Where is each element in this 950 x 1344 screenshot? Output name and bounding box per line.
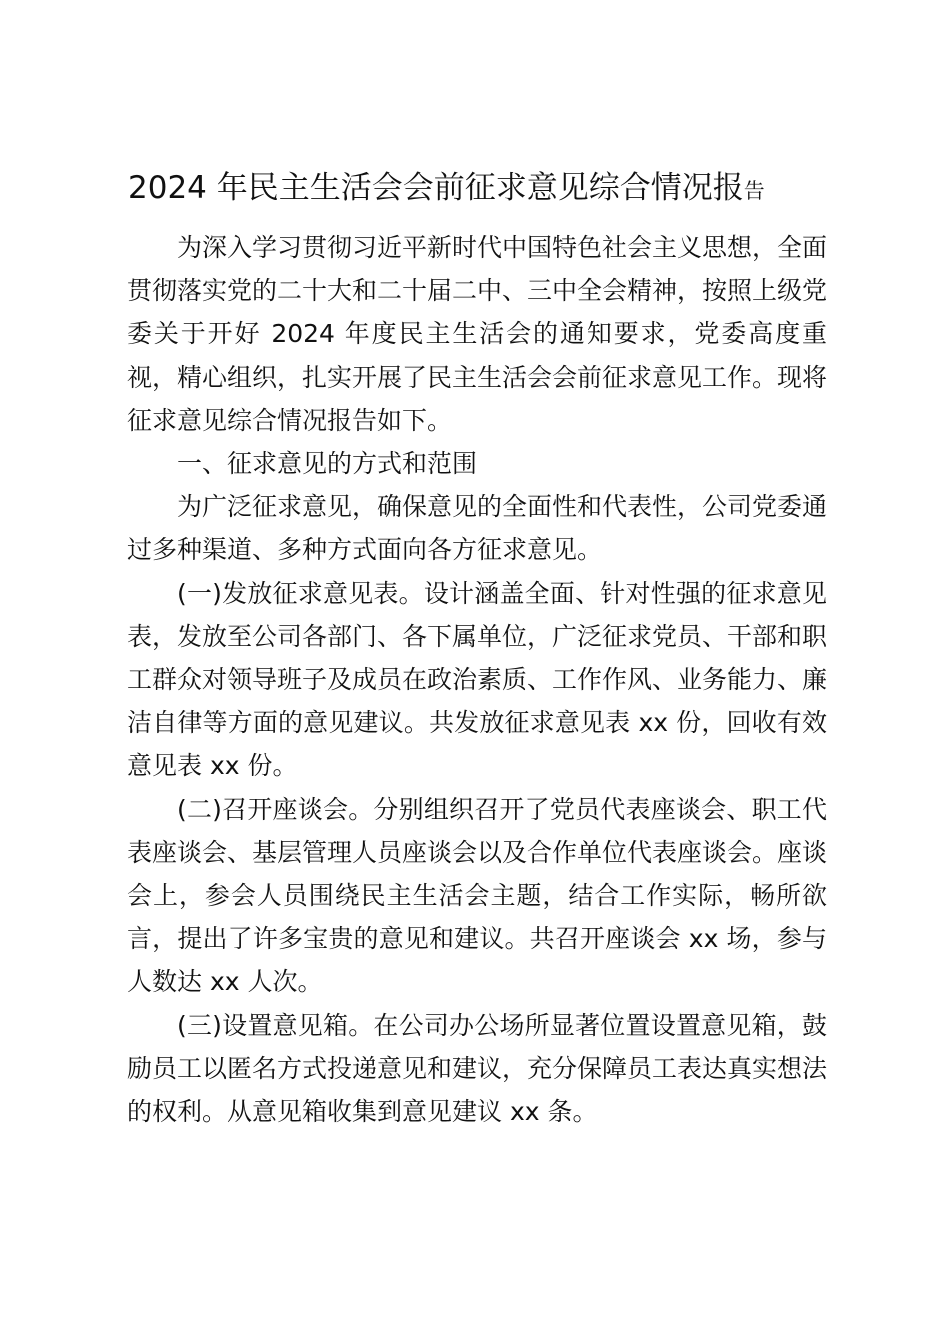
document-body [127, 226, 827, 1133]
document-title-main: 2024 年民主生活会会前征求意见综合情况报 [128, 170, 744, 206]
document-title [128, 168, 848, 211]
document-title-tail: 告 [743, 179, 765, 203]
section-intro-paragraph: 为广泛征求意见，确保意见的全面性和代表性，公司党委通过多种渠道、多种方式面向各方征求意见。 [127, 492, 828, 565]
item-1-paragraph: (一)发放征求意见表。设计涵盖全面、针对性强的征求意见表，发放至公司各部门、各下属单位，广泛征求党员、干部和职工群众对领导班子及成员在政治素质、工作作风、业务能力、廉洁自律等方面的意见建议。共发放征求意见表 xx 份，回收有效意见表 xx 份。 [127, 578, 828, 781]
section-heading: 一、征求意见的方式和范围 [177, 449, 478, 479]
intro-paragraph: 为深入学习贯彻习近平新时代中国特色社会主义思想，全面贯彻落实党的二十大和二十届二中、三中全会精神，按照上级党委关于开好 2024 年度民主生活会的通知要求，党委高度重视，精心组织，扎实开展了民主生活会会前征求意见工作。现将征求意见综合情况报告如下。 [127, 233, 828, 435]
item-3-paragraph: (三)设置意见箱。在公司办公场所显著位置设置意见箱，鼓励员工以匿名方式投递意见和建议，充分保障员工表达真实想法的权利。从意见箱收集到意见建议 xx 条。 [127, 1010, 828, 1127]
item-2-paragraph: (二)召开座谈会。分别组织召开了党员代表座谈会、职工代表座谈会、基层管理人员座谈会以及合作单位代表座谈会。座谈会上，参会人员围绕民主生活会主题，结合工作实际，畅所欲言，提出了许多宝贵的意见和建议。共召开座谈会 xx 场，参与人数达 xx 人次。 [127, 794, 828, 997]
